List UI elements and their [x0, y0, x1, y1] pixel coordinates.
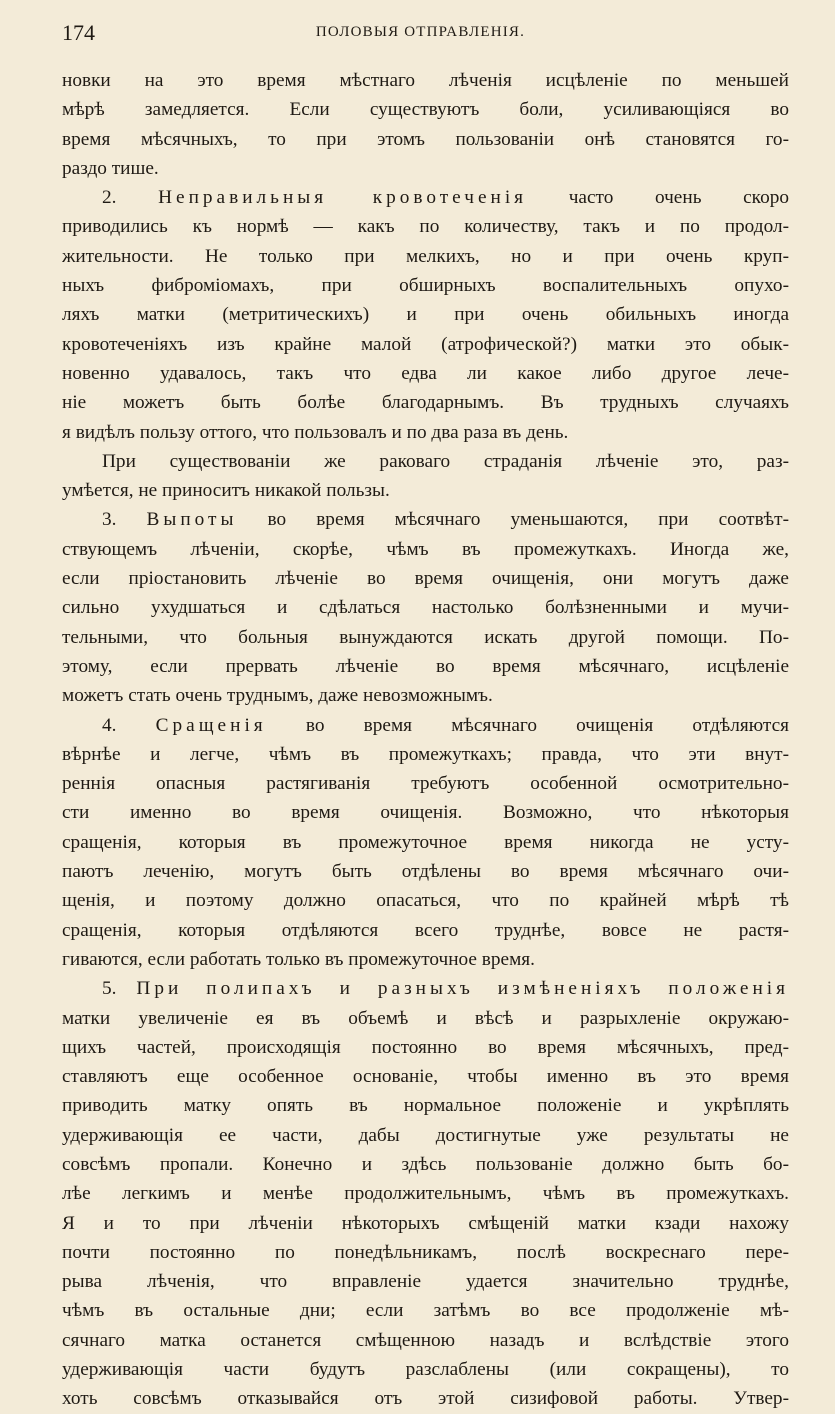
- line-text: При существованіи же раковаго страданія лѣченіе это, раз-: [102, 450, 789, 472]
- spaced-lead-term: Выпоты: [146, 509, 238, 531]
- text-line: [62, 66, 789, 95]
- text-line: [62, 652, 789, 681]
- text-line: [62, 271, 789, 300]
- text-line: [62, 1296, 789, 1325]
- text-line: [62, 242, 789, 271]
- text-line: [62, 711, 789, 740]
- line-text: этому, если прервать лѣченіе во время мѣсячнаго, исцѣленіе: [62, 655, 789, 677]
- line-text: умѣется, не приноситъ никакой пользы.: [62, 480, 390, 502]
- spaced-lead-term: При полипахъ и разныхъ измѣненіяхъ положенія: [136, 978, 789, 1000]
- line-text: удерживающія ее части, дабы достигнутые уже результаты не: [62, 1124, 789, 1146]
- line-text: гиваются, если работать только въ промежуточное время.: [62, 948, 535, 970]
- line-text: мѣрѣ замедляется. Если существуютъ боли, усиливающіяся во: [62, 99, 789, 121]
- text-line: [62, 1326, 789, 1355]
- item-number: 4.: [102, 714, 156, 736]
- line-text: реннія опасныя растягиванія требуютъ особенной осмотрительно-: [62, 773, 789, 795]
- line-text: хоть совсѣмъ отказывайся отъ этой сизифовой работы. Утвер-: [62, 1388, 789, 1410]
- line-text: матки увеличеніе ея въ объемѣ и вѣсѣ и разрыхленіе окружаю-: [62, 1007, 789, 1029]
- text-line: [62, 916, 789, 945]
- text-line: [62, 974, 789, 1003]
- text-line: [62, 476, 789, 505]
- text-line: [62, 945, 789, 974]
- line-text: лѣе легкимъ и менѣе продолжительнымъ, чѣмъ въ промежуткахъ.: [62, 1183, 789, 1205]
- line-text: удерживающія части будутъ разслаблены (или сокращены), то: [62, 1359, 789, 1381]
- text-line: [62, 95, 789, 124]
- text-line: [62, 1004, 789, 1033]
- text-line: [62, 1179, 789, 1208]
- text-line: [62, 418, 789, 447]
- text-line: [62, 564, 789, 593]
- running-head: [62, 20, 779, 46]
- line-text: Я и то при лѣченіи нѣкоторыхъ смѣщеній матки кзади нахожу: [62, 1212, 789, 1234]
- text-line: [62, 300, 789, 329]
- line-text: сильно ухудшаться и сдѣлаться настолько болѣзненными и мучи-: [62, 597, 789, 619]
- text-line: [62, 1355, 789, 1384]
- line-text: сячнаго матка останется смѣщенною назадъ и вслѣдствіе этого: [62, 1329, 789, 1351]
- text-line: [62, 1267, 789, 1296]
- spaced-lead-term: Неправильныя кровотеченія: [158, 187, 528, 209]
- text-line: [62, 125, 789, 154]
- text-line: [62, 857, 789, 886]
- item-number: 3.: [102, 509, 147, 531]
- line-text: щихъ частей, происходящія постоянно во время мѣсячныхъ, пред-: [62, 1036, 789, 1058]
- line-text: новенно удавалось, такъ что едва ли какое либо другое лече-: [62, 362, 789, 384]
- text-line: [62, 1384, 789, 1413]
- spaced-lead-term: Сращенія: [155, 714, 267, 736]
- text-line: [62, 1121, 789, 1150]
- line-text: если пріостановить лѣченіе во время очищенія, они могутъ даже: [62, 568, 789, 590]
- line-text: ляхъ матки (метритическихъ) и при очень обильныхъ иногда: [62, 304, 789, 326]
- text-line: [62, 1033, 789, 1062]
- line-text: можетъ стать очень труднымъ, даже невозможнымъ.: [62, 685, 493, 707]
- line-text: щенія, и поэтому должно опасаться, что по крайней мѣрѣ тѣ: [62, 890, 789, 912]
- line-text: кровотеченіяхъ изъ крайне малой (атрофической?) матки это обык-: [62, 333, 789, 355]
- line-text: рыва лѣченія, что вправленіе удается значительно труднѣе,: [62, 1271, 789, 1293]
- line-text: раздо тише.: [62, 157, 159, 179]
- body-text: [62, 66, 789, 1414]
- text-line: [62, 359, 789, 388]
- text-line: [62, 1062, 789, 1091]
- line-text: жительности. Не только при мелкихъ, но и при очень круп-: [62, 245, 789, 267]
- running-title: ПОЛОВЫЯ ОТПРАВЛЕНІЯ.: [315, 24, 526, 40]
- text-line: [62, 212, 789, 241]
- item-number: 5.: [102, 978, 137, 1000]
- line-text: приводить матку опять въ нормальное положеніе и укрѣплять: [62, 1095, 789, 1117]
- line-text: время мѣсячныхъ, то при этомъ пользованіи онѣ становятся го-: [62, 128, 789, 150]
- text-line: [62, 183, 789, 212]
- text-line: [62, 681, 789, 710]
- text-line: [62, 828, 789, 857]
- line-text: сращенія, которыя въ промежуточное время никогда не усту-: [62, 831, 789, 853]
- text-line: [62, 535, 789, 564]
- line-text: ныхъ фиброміомахъ, при обширныхъ воспалительныхъ опухо-: [62, 275, 789, 297]
- text-line: [62, 447, 789, 476]
- text-line: [62, 505, 789, 534]
- line-text: ствующемъ лѣченіи, скорѣе, чѣмъ въ промежуткахъ. Иногда же,: [62, 538, 789, 560]
- line-text: сращенія, которыя отдѣляются всего труднѣе, вовсе не растя-: [62, 919, 789, 941]
- text-line: [62, 154, 789, 183]
- line-text: совсѣмъ пропали. Конечно и здѣсь пользованіе должно быть бо-: [62, 1153, 789, 1175]
- text-line: [62, 330, 789, 359]
- line-text: ставляютъ еще особенное основаніе, чтобы именно въ это время: [62, 1066, 789, 1088]
- text-line: [62, 769, 789, 798]
- line-text: часто очень скоро: [568, 187, 789, 209]
- text-line: [62, 1091, 789, 1120]
- line-text: я видѣлъ пользу оттого, что пользовалъ и по два раза въ день.: [62, 421, 569, 443]
- line-text: вѣрнѣе и легче, чѣмъ въ промежуткахъ; правда, что эти внут-: [62, 743, 789, 765]
- page-number: 174: [62, 20, 95, 45]
- item-number: 2.: [102, 187, 159, 209]
- text-line: [62, 623, 789, 652]
- line-text: во время мѣсячнаго очищенія отдѣляются: [305, 714, 789, 736]
- text-line: [62, 1238, 789, 1267]
- line-text: паютъ леченію, могутъ быть отдѣлены во время мѣсячнаго очи-: [62, 861, 789, 883]
- line-text: чѣмъ въ остальные дни; если затѣмъ во все продолженіе мѣ-: [62, 1300, 789, 1322]
- text-line: [62, 886, 789, 915]
- line-text: почти постоянно по понедѣльникамъ, послѣ воскреснаго пере-: [62, 1241, 789, 1263]
- line-text: во время мѣсячнаго уменьшаются, при соотвѣт-: [267, 509, 789, 531]
- line-text: ніе можетъ быть болѣе благодарнымъ. Въ трудныхъ случаяхъ: [62, 392, 789, 414]
- text-line: [62, 388, 789, 417]
- text-line: [62, 740, 789, 769]
- text-line: [62, 1209, 789, 1238]
- line-text: тельными, что больныя вынуждаются искать другой помощи. По-: [62, 626, 789, 648]
- text-line: [62, 798, 789, 827]
- line-text: приводились къ нормѣ — какъ по количеству, такъ и по продол-: [62, 216, 789, 238]
- text-line: [62, 593, 789, 622]
- text-line: [62, 1150, 789, 1179]
- line-text: сти именно во время очищенія. Возможно, что нѣкоторыя: [62, 802, 789, 824]
- line-text: новки на это время мѣстнаго лѣченія исцѣленіе по меньшей: [62, 70, 789, 91]
